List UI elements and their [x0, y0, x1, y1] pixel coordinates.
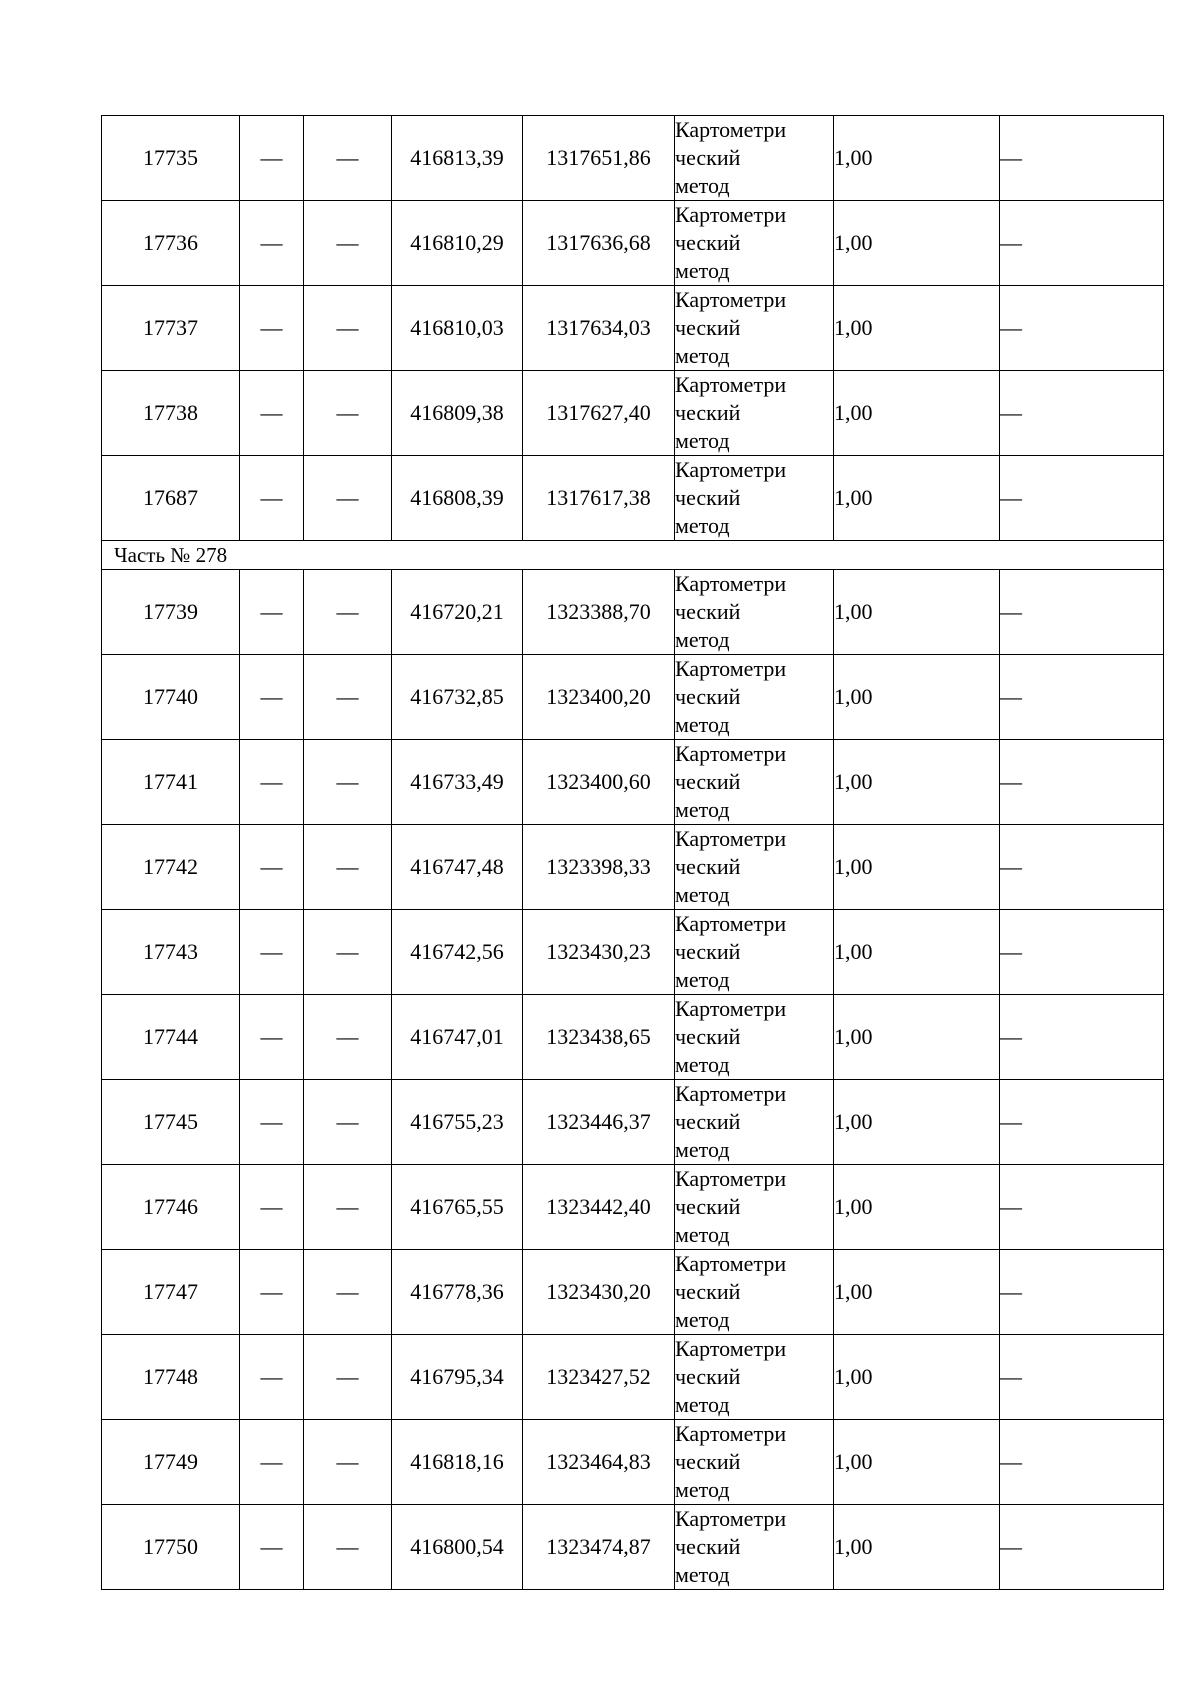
- table-row: [102, 995, 1164, 1080]
- empty-value-cell: —: [240, 655, 304, 740]
- point-number-cell: 17742: [102, 825, 240, 910]
- method-text-line: метод: [675, 797, 730, 822]
- method-cell: [675, 1505, 834, 1590]
- method-text-line: метод: [675, 428, 730, 453]
- accuracy-cell: 1,00: [834, 655, 1000, 740]
- method-text-line: Картометри: [675, 202, 787, 227]
- method-text-line: метод: [675, 1477, 730, 1502]
- accuracy-cell: 1,00: [834, 1335, 1000, 1420]
- empty-value-cell: —: [304, 371, 392, 456]
- accuracy-cell: 1,00: [834, 910, 1000, 995]
- method-text-line: Картометри: [675, 1506, 787, 1531]
- note-cell: —: [1000, 825, 1164, 910]
- note-cell: —: [1000, 201, 1164, 286]
- empty-value-cell: —: [240, 1250, 304, 1335]
- x-coordinate-cell: 416755,23: [392, 1080, 523, 1165]
- point-number-cell: 17735: [102, 116, 240, 201]
- y-coordinate-cell: 1323446,37: [523, 1080, 675, 1165]
- table-row: [102, 910, 1164, 995]
- empty-value-cell: —: [304, 1080, 392, 1165]
- empty-value-cell: —: [304, 1420, 392, 1505]
- accuracy-cell: 1,00: [834, 1505, 1000, 1590]
- table-row: [102, 825, 1164, 910]
- empty-value-cell: —: [304, 286, 392, 371]
- accuracy-cell: 1,00: [834, 1250, 1000, 1335]
- method-cell: [675, 1420, 834, 1505]
- method-cell: [675, 456, 834, 541]
- method-cell: [675, 570, 834, 655]
- point-number-cell: 17687: [102, 456, 240, 541]
- method-text-line: Картометри: [675, 457, 787, 482]
- method-text-line: метод: [675, 967, 730, 992]
- method-text-line: метод: [675, 1307, 730, 1332]
- y-coordinate-cell: 1323438,65: [523, 995, 675, 1080]
- point-number-cell: 17740: [102, 655, 240, 740]
- method-cell: [675, 116, 834, 201]
- table-row: [102, 1335, 1164, 1420]
- point-number-cell: 17745: [102, 1080, 240, 1165]
- note-cell: —: [1000, 655, 1164, 740]
- section-label: Часть № 278: [102, 541, 1164, 570]
- method-text-line: ческий: [675, 1449, 741, 1474]
- method-text-line: ческий: [675, 485, 741, 510]
- x-coordinate-cell: 416809,38: [392, 371, 523, 456]
- table-row: [102, 1505, 1164, 1590]
- empty-value-cell: —: [240, 1505, 304, 1590]
- method-text-line: ческий: [675, 939, 741, 964]
- method-cell: [675, 910, 834, 995]
- method-text-line: ческий: [675, 145, 741, 170]
- note-cell: —: [1000, 1165, 1164, 1250]
- table-body: [102, 116, 1164, 1590]
- y-coordinate-cell: 1323400,60: [523, 740, 675, 825]
- note-cell: —: [1000, 910, 1164, 995]
- note-cell: —: [1000, 1505, 1164, 1590]
- table-row: [102, 1250, 1164, 1335]
- empty-value-cell: —: [304, 995, 392, 1080]
- point-number-cell: 17739: [102, 570, 240, 655]
- table-row: [102, 1165, 1164, 1250]
- point-number-cell: 17736: [102, 201, 240, 286]
- point-number-cell: 17749: [102, 1420, 240, 1505]
- note-cell: —: [1000, 116, 1164, 201]
- y-coordinate-cell: 1323388,70: [523, 570, 675, 655]
- x-coordinate-cell: 416795,34: [392, 1335, 523, 1420]
- method-text-line: ческий: [675, 1534, 741, 1559]
- method-text-line: метод: [675, 258, 730, 283]
- empty-value-cell: —: [304, 1165, 392, 1250]
- y-coordinate-cell: 1323430,23: [523, 910, 675, 995]
- x-coordinate-cell: 416747,01: [392, 995, 523, 1080]
- method-cell: [675, 825, 834, 910]
- empty-value-cell: —: [304, 1250, 392, 1335]
- method-cell: [675, 371, 834, 456]
- table-row: [102, 456, 1164, 541]
- table-row: [102, 116, 1164, 201]
- empty-value-cell: —: [240, 201, 304, 286]
- empty-value-cell: —: [304, 655, 392, 740]
- y-coordinate-cell: 1317651,86: [523, 116, 675, 201]
- accuracy-cell: 1,00: [834, 371, 1000, 456]
- method-cell: [675, 655, 834, 740]
- method-text-line: Картометри: [675, 1251, 787, 1276]
- empty-value-cell: —: [304, 570, 392, 655]
- accuracy-cell: 1,00: [834, 201, 1000, 286]
- method-cell: [675, 1080, 834, 1165]
- section-header-row: [102, 541, 1164, 570]
- method-cell: [675, 1250, 834, 1335]
- accuracy-cell: 1,00: [834, 1080, 1000, 1165]
- x-coordinate-cell: 416732,85: [392, 655, 523, 740]
- x-coordinate-cell: 416818,16: [392, 1420, 523, 1505]
- method-text-line: Картометри: [675, 1166, 787, 1191]
- method-text-line: Картометри: [675, 996, 787, 1021]
- x-coordinate-cell: 416810,03: [392, 286, 523, 371]
- x-coordinate-cell: 416813,39: [392, 116, 523, 201]
- point-number-cell: 17746: [102, 1165, 240, 1250]
- x-coordinate-cell: 416808,39: [392, 456, 523, 541]
- y-coordinate-cell: 1323442,40: [523, 1165, 675, 1250]
- point-number-cell: 17748: [102, 1335, 240, 1420]
- point-number-cell: 17737: [102, 286, 240, 371]
- empty-value-cell: —: [240, 116, 304, 201]
- method-text-line: метод: [675, 1052, 730, 1077]
- y-coordinate-cell: 1317636,68: [523, 201, 675, 286]
- accuracy-cell: 1,00: [834, 740, 1000, 825]
- method-text-line: метод: [675, 1562, 730, 1587]
- empty-value-cell: —: [240, 371, 304, 456]
- x-coordinate-cell: 416800,54: [392, 1505, 523, 1590]
- note-cell: —: [1000, 1080, 1164, 1165]
- table-row: [102, 1080, 1164, 1165]
- x-coordinate-cell: 416733,49: [392, 740, 523, 825]
- empty-value-cell: —: [304, 116, 392, 201]
- coordinates-table: [101, 115, 1164, 1590]
- y-coordinate-cell: 1323474,87: [523, 1505, 675, 1590]
- table-row: [102, 286, 1164, 371]
- y-coordinate-cell: 1317617,38: [523, 456, 675, 541]
- y-coordinate-cell: 1323400,20: [523, 655, 675, 740]
- method-text-line: Картометри: [675, 741, 787, 766]
- method-cell: [675, 740, 834, 825]
- x-coordinate-cell: 416747,48: [392, 825, 523, 910]
- y-coordinate-cell: 1323427,52: [523, 1335, 675, 1420]
- y-coordinate-cell: 1323430,20: [523, 1250, 675, 1335]
- x-coordinate-cell: 416810,29: [392, 201, 523, 286]
- note-cell: —: [1000, 740, 1164, 825]
- empty-value-cell: —: [240, 1335, 304, 1420]
- empty-value-cell: —: [304, 456, 392, 541]
- method-text-line: Картометри: [675, 571, 787, 596]
- table-row: [102, 740, 1164, 825]
- empty-value-cell: —: [304, 825, 392, 910]
- point-number-cell: 17750: [102, 1505, 240, 1590]
- method-text-line: ческий: [675, 1279, 741, 1304]
- method-text-line: Картометри: [675, 911, 787, 936]
- empty-value-cell: —: [304, 740, 392, 825]
- empty-value-cell: —: [240, 286, 304, 371]
- accuracy-cell: 1,00: [834, 116, 1000, 201]
- method-text-line: ческий: [675, 315, 741, 340]
- note-cell: —: [1000, 1420, 1164, 1505]
- accuracy-cell: 1,00: [834, 1420, 1000, 1505]
- empty-value-cell: —: [240, 456, 304, 541]
- accuracy-cell: 1,00: [834, 1165, 1000, 1250]
- empty-value-cell: —: [240, 1420, 304, 1505]
- method-text-line: метод: [675, 343, 730, 368]
- method-text-line: Картометри: [675, 656, 787, 681]
- empty-value-cell: —: [240, 910, 304, 995]
- method-text-line: ческий: [675, 230, 741, 255]
- method-text-line: ческий: [675, 1109, 741, 1134]
- empty-value-cell: —: [240, 995, 304, 1080]
- method-text-line: метод: [675, 1392, 730, 1417]
- method-text-line: метод: [675, 513, 730, 538]
- note-cell: —: [1000, 286, 1164, 371]
- note-cell: —: [1000, 995, 1164, 1080]
- accuracy-cell: 1,00: [834, 570, 1000, 655]
- note-cell: —: [1000, 456, 1164, 541]
- y-coordinate-cell: 1317634,03: [523, 286, 675, 371]
- x-coordinate-cell: 416778,36: [392, 1250, 523, 1335]
- method-cell: [675, 995, 834, 1080]
- table-row: [102, 371, 1164, 456]
- method-text-line: ческий: [675, 684, 741, 709]
- point-number-cell: 17743: [102, 910, 240, 995]
- accuracy-cell: 1,00: [834, 456, 1000, 541]
- table-row: [102, 201, 1164, 286]
- method-text-line: метод: [675, 1137, 730, 1162]
- method-cell: [675, 1335, 834, 1420]
- y-coordinate-cell: 1323464,83: [523, 1420, 675, 1505]
- empty-value-cell: —: [304, 1505, 392, 1590]
- empty-value-cell: —: [240, 1165, 304, 1250]
- accuracy-cell: 1,00: [834, 286, 1000, 371]
- method-text-line: ческий: [675, 599, 741, 624]
- method-text-line: ческий: [675, 400, 741, 425]
- method-text-line: Картометри: [675, 287, 787, 312]
- method-text-line: Картометри: [675, 372, 787, 397]
- method-cell: [675, 286, 834, 371]
- note-cell: —: [1000, 570, 1164, 655]
- method-text-line: Картометри: [675, 117, 787, 142]
- empty-value-cell: —: [304, 910, 392, 995]
- method-text-line: метод: [675, 712, 730, 737]
- note-cell: —: [1000, 371, 1164, 456]
- x-coordinate-cell: 416742,56: [392, 910, 523, 995]
- point-number-cell: 17738: [102, 371, 240, 456]
- method-text-line: ческий: [675, 854, 741, 879]
- method-text-line: ческий: [675, 769, 741, 794]
- method-cell: [675, 201, 834, 286]
- method-text-line: ческий: [675, 1364, 741, 1389]
- empty-value-cell: —: [240, 825, 304, 910]
- y-coordinate-cell: 1317627,40: [523, 371, 675, 456]
- method-text-line: Картометри: [675, 1336, 787, 1361]
- method-cell: [675, 1165, 834, 1250]
- point-number-cell: 17747: [102, 1250, 240, 1335]
- empty-value-cell: —: [240, 570, 304, 655]
- method-text-line: Картометри: [675, 826, 787, 851]
- method-text-line: метод: [675, 882, 730, 907]
- point-number-cell: 17741: [102, 740, 240, 825]
- x-coordinate-cell: 416720,21: [392, 570, 523, 655]
- method-text-line: Картометри: [675, 1421, 787, 1446]
- table-row: [102, 1420, 1164, 1505]
- empty-value-cell: —: [240, 1080, 304, 1165]
- accuracy-cell: 1,00: [834, 825, 1000, 910]
- empty-value-cell: —: [304, 201, 392, 286]
- table-row: [102, 655, 1164, 740]
- x-coordinate-cell: 416765,55: [392, 1165, 523, 1250]
- table-row: [102, 570, 1164, 655]
- accuracy-cell: 1,00: [834, 995, 1000, 1080]
- point-number-cell: 17744: [102, 995, 240, 1080]
- method-text-line: метод: [675, 627, 730, 652]
- method-text-line: Картометри: [675, 1081, 787, 1106]
- empty-value-cell: —: [240, 740, 304, 825]
- method-text-line: ческий: [675, 1194, 741, 1219]
- note-cell: —: [1000, 1335, 1164, 1420]
- method-text-line: метод: [675, 173, 730, 198]
- y-coordinate-cell: 1323398,33: [523, 825, 675, 910]
- empty-value-cell: —: [304, 1335, 392, 1420]
- method-text-line: ческий: [675, 1024, 741, 1049]
- note-cell: —: [1000, 1250, 1164, 1335]
- method-text-line: метод: [675, 1222, 730, 1247]
